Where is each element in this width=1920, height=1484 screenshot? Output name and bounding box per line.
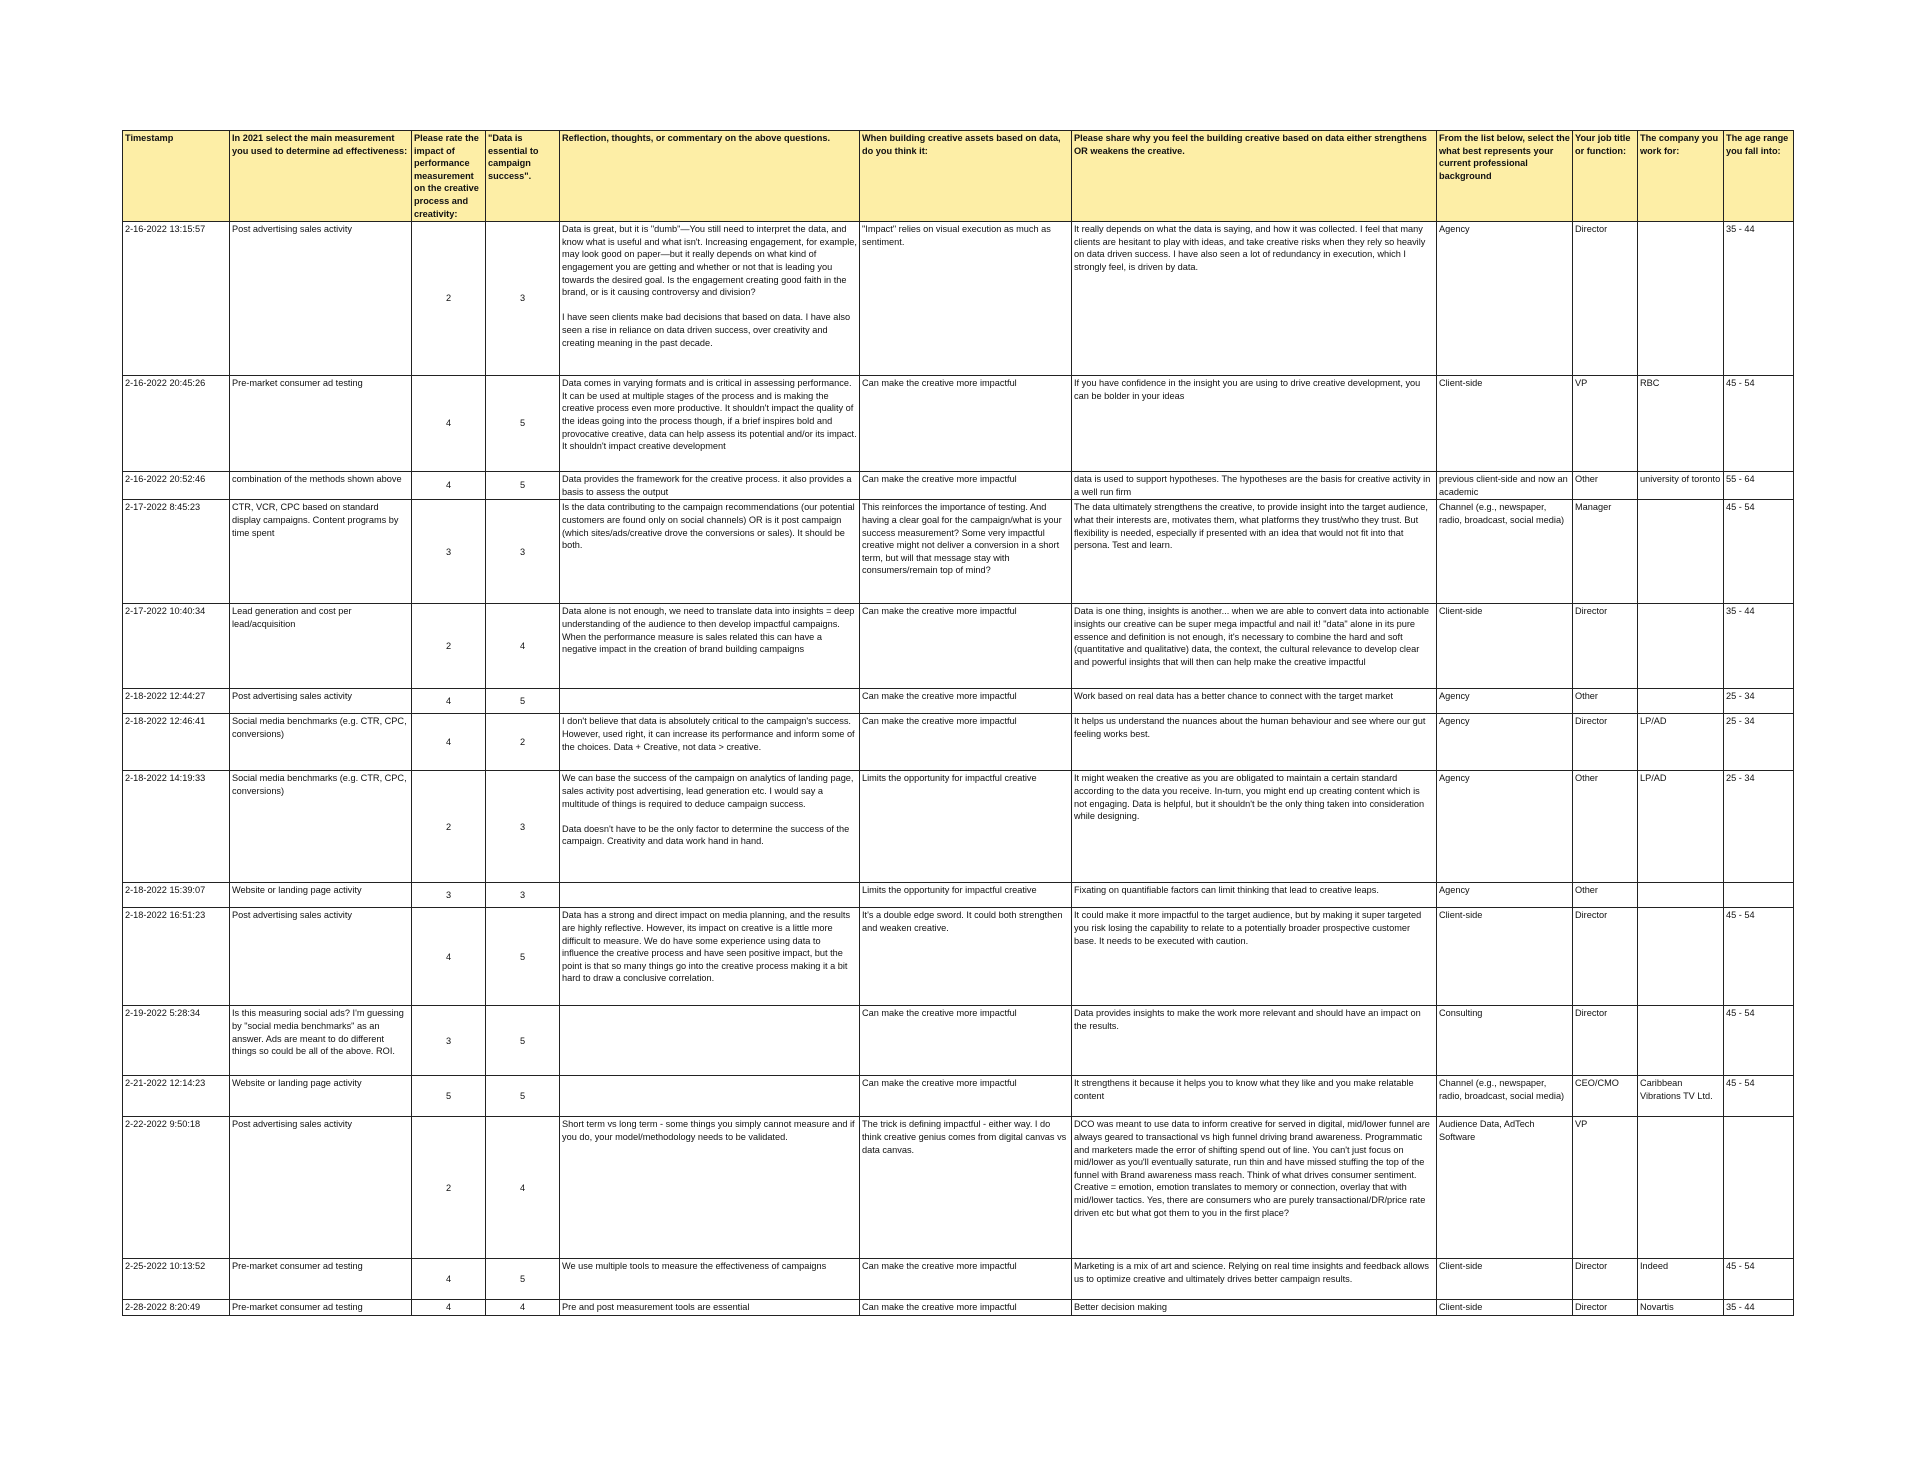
job-title-cell: Other: [1573, 883, 1638, 908]
age-range-cell: 55 - 64: [1724, 472, 1794, 500]
background-cell: Agency: [1437, 689, 1573, 714]
company-cell: [1638, 883, 1724, 908]
background-cell: Channel (e.g., newspaper, radio, broadcast, social media): [1437, 1076, 1573, 1117]
background-cell: Agency: [1437, 714, 1573, 771]
age-range-cell: 45 - 54: [1724, 908, 1794, 1006]
creative-effect-cell: Can make the creative more impactful: [860, 604, 1072, 689]
table-row: [123, 1117, 1794, 1259]
table-row: [123, 771, 1794, 883]
creative-effect-cell: This reinforces the importance of testing. And having a clear goal for the campaign/what is your success measurement? Some very impactful creative might not deliver a conversion in a short term, but will that message stay with consumers/remain top of mind?: [860, 500, 1072, 604]
data-essential-cell: 2: [486, 714, 560, 771]
company-cell: university of toronto: [1638, 472, 1724, 500]
company-cell: Novartis: [1638, 1300, 1724, 1316]
table-row: [123, 689, 1794, 714]
why-cell: It strengthens it because it helps you to know what they like and you make relatable content: [1072, 1076, 1437, 1117]
age-range-cell: 25 - 34: [1724, 771, 1794, 883]
background-cell: Consulting: [1437, 1006, 1573, 1076]
data-essential-cell: 5: [486, 1006, 560, 1076]
company-cell: Caribbean Vibrations TV Ltd.: [1638, 1076, 1724, 1117]
measurement-cell: Pre-market consumer ad testing: [230, 1259, 412, 1300]
company-cell: [1638, 689, 1724, 714]
job-title-cell: Director: [1573, 1300, 1638, 1316]
creative-effect-cell: It's a double edge sword. It could both strengthen and weaken creative.: [860, 908, 1072, 1006]
table-row: [123, 500, 1794, 604]
table-row: [123, 1259, 1794, 1300]
reflection-cell: [560, 883, 860, 908]
header-impact-rating: Please rate the impact of performance measurement on the creative process and creativity:: [412, 131, 486, 222]
job-title-cell: Other: [1573, 771, 1638, 883]
background-cell: Agency: [1437, 883, 1573, 908]
measurement-cell: Pre-market consumer ad testing: [230, 376, 412, 472]
company-cell: LP/AD: [1638, 771, 1724, 883]
job-title-cell: Director: [1573, 604, 1638, 689]
timestamp-cell: 2-18-2022 14:19:33: [123, 771, 230, 883]
company-cell: [1638, 500, 1724, 604]
timestamp-cell: 2-25-2022 10:13:52: [123, 1259, 230, 1300]
company-cell: [1638, 1006, 1724, 1076]
creative-effect-cell: Can make the creative more impactful: [860, 472, 1072, 500]
survey-responses-table: [122, 130, 1794, 1316]
measurement-cell: CTR, VCR, CPC based on standard display campaigns. Content programs by time spent: [230, 500, 412, 604]
job-title-cell: Director: [1573, 908, 1638, 1006]
creative-effect-cell: The trick is defining impactful - either way. I do think creative genius comes from digital canvas vs data canvas.: [860, 1117, 1072, 1259]
why-cell: DCO was meant to use data to inform creative for served in digital, mid/lower funnel are always geared to transactional vs high funnel driving brand awareness. Programmatic and marketers made the error of shifting spend out of line. You can't just focus on mid/lower as you'll eventually saturate, run thin and have missed stuffing the top of the funnel with Brand awareness mass reach. Think of what drives consumer sentiment. Creative = emotion, emotion translates to memory or connection, overlay that with mid/lower tactics. Yes, there are consumers who are purely transactional/DR/price rate driven etc but what got them to you in the first place?: [1072, 1117, 1437, 1259]
age-range-cell: 45 - 54: [1724, 500, 1794, 604]
age-range-cell: 45 - 54: [1724, 1006, 1794, 1076]
header-why: Please share why you feel the building creative based on data either strengthens OR weakens the creative.: [1072, 131, 1437, 222]
reflection-cell: [560, 689, 860, 714]
data-essential-cell: 5: [486, 908, 560, 1006]
impact-rating-cell: 3: [412, 883, 486, 908]
reflection-cell: [560, 1006, 860, 1076]
timestamp-cell: 2-16-2022 13:15:57: [123, 222, 230, 376]
company-cell: [1638, 222, 1724, 376]
table-row: [123, 376, 1794, 472]
timestamp-cell: 2-17-2022 8:45:23: [123, 500, 230, 604]
age-range-cell: 45 - 54: [1724, 376, 1794, 472]
table-body: [123, 222, 1794, 1316]
age-range-cell: 35 - 44: [1724, 222, 1794, 376]
background-cell: Audience Data, AdTech Software: [1437, 1117, 1573, 1259]
age-range-cell: [1724, 1117, 1794, 1259]
timestamp-cell: 2-18-2022 12:46:41: [123, 714, 230, 771]
impact-rating-cell: 4: [412, 472, 486, 500]
table-row: [123, 714, 1794, 771]
job-title-cell: Other: [1573, 689, 1638, 714]
measurement-cell: Social media benchmarks (e.g. CTR, CPC, conversions): [230, 771, 412, 883]
age-range-cell: 45 - 54: [1724, 1259, 1794, 1300]
measurement-cell: Lead generation and cost per lead/acquisition: [230, 604, 412, 689]
why-cell: Data provides insights to make the work more relevant and should have an impact on the results.: [1072, 1006, 1437, 1076]
impact-rating-cell: 2: [412, 604, 486, 689]
impact-rating-cell: 4: [412, 689, 486, 714]
timestamp-cell: 2-19-2022 5:28:34: [123, 1006, 230, 1076]
data-essential-cell: 5: [486, 1259, 560, 1300]
header-measurement: In 2021 select the main measurement you used to determine ad effectiveness:: [230, 131, 412, 222]
measurement-cell: Is this measuring social ads? I'm guessing by "social media benchmarks" as an answer. Ads are meant to do different things so could be all of the above. ROI.: [230, 1006, 412, 1076]
impact-rating-cell: 2: [412, 1117, 486, 1259]
background-cell: previous client-side and now an academic: [1437, 472, 1573, 500]
table-row: [123, 604, 1794, 689]
job-title-cell: VP: [1573, 376, 1638, 472]
impact-rating-cell: 4: [412, 1259, 486, 1300]
creative-effect-cell: Limits the opportunity for impactful creative: [860, 771, 1072, 883]
background-cell: Client-side: [1437, 604, 1573, 689]
creative-effect-cell: Can make the creative more impactful: [860, 1006, 1072, 1076]
impact-rating-cell: 5: [412, 1076, 486, 1117]
timestamp-cell: 2-18-2022 12:44:27: [123, 689, 230, 714]
reflection-cell: I don't believe that data is absolutely critical to the campaign's success. However, used right, it can increase its performance and inform some of the choices. Data + Creative, not data > creative.: [560, 714, 860, 771]
measurement-cell: Post advertising sales activity: [230, 689, 412, 714]
job-title-cell: Manager: [1573, 500, 1638, 604]
job-title-cell: Other: [1573, 472, 1638, 500]
background-cell: Client-side: [1437, 1300, 1573, 1316]
job-title-cell: Director: [1573, 1259, 1638, 1300]
background-cell: Client-side: [1437, 376, 1573, 472]
header-reflection: Reflection, thoughts, or commentary on the above questions.: [560, 131, 860, 222]
table-row: [123, 1006, 1794, 1076]
impact-rating-cell: 3: [412, 500, 486, 604]
table-row: [123, 472, 1794, 500]
data-essential-cell: 3: [486, 883, 560, 908]
company-cell: [1638, 604, 1724, 689]
timestamp-cell: 2-18-2022 16:51:23: [123, 908, 230, 1006]
reflection-cell: We can base the success of the campaign on analytics of landing page, sales activity post advertising, lead generation etc. I would say a multitude of things is required to deduce campaign success. Data doesn't have to be the only factor to determine the success of the campaign. Creativity and data work hand in hand.: [560, 771, 860, 883]
measurement-cell: Social media benchmarks (e.g. CTR, CPC, conversions): [230, 714, 412, 771]
age-range-cell: 25 - 34: [1724, 689, 1794, 714]
why-cell: The data ultimately strengthens the creative, to provide insight into the target audience, what their interests are, motivates them, what platforms they trust/who they trust. But flexibility is needed, especially if presented with an idea that would not fit into that persona. Test and learn.: [1072, 500, 1437, 604]
header-age-range: The age range you fall into:: [1724, 131, 1794, 222]
data-essential-cell: 5: [486, 472, 560, 500]
job-title-cell: Director: [1573, 222, 1638, 376]
data-essential-cell: 3: [486, 771, 560, 883]
impact-rating-cell: 4: [412, 714, 486, 771]
why-cell: It could make it more impactful to the target audience, but by making it super targeted you risk losing the capability to relate to a potentially broader prospective customer base. It needs to be executed with caution.: [1072, 908, 1437, 1006]
timestamp-cell: 2-18-2022 15:39:07: [123, 883, 230, 908]
job-title-cell: CEO/CMO: [1573, 1076, 1638, 1117]
creative-effect-cell: "Impact" relies on visual execution as much as sentiment.: [860, 222, 1072, 376]
data-essential-cell: 4: [486, 604, 560, 689]
why-cell: Better decision making: [1072, 1300, 1437, 1316]
measurement-cell: combination of the methods shown above: [230, 472, 412, 500]
why-cell: If you have confidence in the insight you are using to drive creative development, you can be bolder in your ideas: [1072, 376, 1437, 472]
impact-rating-cell: 3: [412, 1006, 486, 1076]
reflection-cell: Data provides the framework for the creative process. it also provides a basis to assess the output: [560, 472, 860, 500]
company-cell: RBC: [1638, 376, 1724, 472]
background-cell: Client-side: [1437, 908, 1573, 1006]
measurement-cell: Post advertising sales activity: [230, 222, 412, 376]
reflection-cell: Short term vs long term - some things you simply cannot measure and if you do, your model/methodology needs to be validated.: [560, 1117, 860, 1259]
creative-effect-cell: Can make the creative more impactful: [860, 714, 1072, 771]
header-company: The company you work for:: [1638, 131, 1724, 222]
company-cell: [1638, 908, 1724, 1006]
header-creative-effect: When building creative assets based on data, do you think it:: [860, 131, 1072, 222]
reflection-cell: We use multiple tools to measure the effectiveness of campaigns: [560, 1259, 860, 1300]
why-cell: Fixating on quantifiable factors can limit thinking that lead to creative leaps.: [1072, 883, 1437, 908]
why-cell: It might weaken the creative as you are obligated to maintain a certain standard according to the data you receive. In-turn, you might end up creating content which is not engaging. Data is helpful, but it shouldn't be the only thing taken into consideration while designing.: [1072, 771, 1437, 883]
why-cell: Data is one thing, insights is another... when we are able to convert data into actionable insights our creative can be super mega impactful and nail it! "data" alone in its pure essence and definition is not enough, it's necessary to combine the hard and soft (quantitative and qualitative) data, the context, the cultural relevance to develop clear and powerful insights that will then can help make the creative impactful: [1072, 604, 1437, 689]
header-job-title: Your job title or function:: [1573, 131, 1638, 222]
background-cell: Channel (e.g., newspaper, radio, broadcast, social media): [1437, 500, 1573, 604]
table-row: [123, 1076, 1794, 1117]
header-timestamp: Timestamp: [123, 131, 230, 222]
timestamp-cell: 2-28-2022 8:20:49: [123, 1300, 230, 1316]
impact-rating-cell: 2: [412, 222, 486, 376]
why-cell: Work based on real data has a better chance to connect with the target market: [1072, 689, 1437, 714]
reflection-cell: Data comes in varying formats and is critical in assessing performance. It can be used at multiple stages of the process and is making the creative process even more productive. It shouldn't impact the quality of the ideas going into the process though, if a brief inspires bold and provocative creative, data can help assess its potential and/or its impact. It shouldn't impact creative development: [560, 376, 860, 472]
company-cell: [1638, 1117, 1724, 1259]
reflection-cell: Data alone is not enough, we need to translate data into insights = deep understanding of the audience to then develop impactful campaigns. When the performance measure is sales related this can have a negative impact in the creation of brand building campaigns: [560, 604, 860, 689]
job-title-cell: Director: [1573, 714, 1638, 771]
why-cell: Marketing is a mix of art and science. Relying on real time insights and feedback allows us to optimize creative and ultimately drives better campaign results.: [1072, 1259, 1437, 1300]
timestamp-cell: 2-22-2022 9:50:18: [123, 1117, 230, 1259]
timestamp-cell: 2-16-2022 20:45:26: [123, 376, 230, 472]
age-range-cell: 45 - 54: [1724, 1076, 1794, 1117]
creative-effect-cell: Limits the opportunity for impactful creative: [860, 883, 1072, 908]
reflection-cell: Is the data contributing to the campaign recommendations (our potential customers are found only on social channels) OR is it post campaign (which sites/ads/creative drove the conversions or sales). It should be both.: [560, 500, 860, 604]
company-cell: LP/AD: [1638, 714, 1724, 771]
reflection-cell: Data has a strong and direct impact on media planning, and the results are highly reflective. However, its impact on creative is a little more difficult to measure. We do have some experience using data to influence the creative process and have seen positive impact, but the point is that so many things go into the creative process making it a bit hard to draw a conclusive correlation.: [560, 908, 860, 1006]
impact-rating-cell: 4: [412, 376, 486, 472]
creative-effect-cell: Can make the creative more impactful: [860, 1076, 1072, 1117]
measurement-cell: Website or landing page activity: [230, 883, 412, 908]
data-essential-cell: 5: [486, 376, 560, 472]
header-background: From the list below, select the what best represents your current professional background: [1437, 131, 1573, 222]
data-essential-cell: 4: [486, 1117, 560, 1259]
creative-effect-cell: Can make the creative more impactful: [860, 1300, 1072, 1316]
impact-rating-cell: 2: [412, 771, 486, 883]
reflection-cell: [560, 1076, 860, 1117]
timestamp-cell: 2-16-2022 20:52:46: [123, 472, 230, 500]
measurement-cell: Post advertising sales activity: [230, 908, 412, 1006]
data-essential-cell: 3: [486, 222, 560, 376]
measurement-cell: Post advertising sales activity: [230, 1117, 412, 1259]
timestamp-cell: 2-21-2022 12:14:23: [123, 1076, 230, 1117]
data-essential-cell: 4: [486, 1300, 560, 1316]
creative-effect-cell: Can make the creative more impactful: [860, 376, 1072, 472]
job-title-cell: VP: [1573, 1117, 1638, 1259]
header-row: [123, 131, 1794, 222]
data-essential-cell: 3: [486, 500, 560, 604]
age-range-cell: 35 - 44: [1724, 604, 1794, 689]
measurement-cell: Pre-market consumer ad testing: [230, 1300, 412, 1316]
age-range-cell: 25 - 34: [1724, 714, 1794, 771]
background-cell: Agency: [1437, 222, 1573, 376]
background-cell: Agency: [1437, 771, 1573, 883]
reflection-cell: Data is great, but it is "dumb"—You still need to interpret the data, and know what is useful and what isn't. Increasing engagement, for example, may look good on paper—but it really depends on what kind of engagement you are getting and whether or not that is leading you towards the desired goal. Is the engagement creating good faith in the brand, or is it causing controversy and division? I have seen clients make bad decisions that based on data. I have also seen a rise in reliance on data driven success, over creativity and creating meaning in the past decade.: [560, 222, 860, 376]
impact-rating-cell: 4: [412, 908, 486, 1006]
data-essential-cell: 5: [486, 1076, 560, 1117]
timestamp-cell: 2-17-2022 10:40:34: [123, 604, 230, 689]
creative-effect-cell: Can make the creative more impactful: [860, 1259, 1072, 1300]
header-data-essential: "Data is essential to campaign success".: [486, 131, 560, 222]
measurement-cell: Website or landing page activity: [230, 1076, 412, 1117]
age-range-cell: [1724, 883, 1794, 908]
job-title-cell: Director: [1573, 1006, 1638, 1076]
background-cell: Client-side: [1437, 1259, 1573, 1300]
table-row: [123, 1300, 1794, 1316]
why-cell: It really depends on what the data is saying, and how it was collected. I feel that many clients are hesitant to play with ideas, and take creative risks when they rely so heavily on data driven success. I have also seen a lot of redundancy in execution, which I strongly feel, is driven by data.: [1072, 222, 1437, 376]
table-row: [123, 908, 1794, 1006]
company-cell: Indeed: [1638, 1259, 1724, 1300]
impact-rating-cell: 4: [412, 1300, 486, 1316]
table-row: [123, 883, 1794, 908]
why-cell: It helps us understand the nuances about the human behaviour and see where our gut feeling works best.: [1072, 714, 1437, 771]
reflection-cell: Pre and post measurement tools are essential: [560, 1300, 860, 1316]
why-cell: data is used to support hypotheses. The hypotheses are the basis for creative activity in a well run firm: [1072, 472, 1437, 500]
age-range-cell: 35 - 44: [1724, 1300, 1794, 1316]
data-essential-cell: 5: [486, 689, 560, 714]
creative-effect-cell: Can make the creative more impactful: [860, 689, 1072, 714]
table-row: [123, 222, 1794, 376]
